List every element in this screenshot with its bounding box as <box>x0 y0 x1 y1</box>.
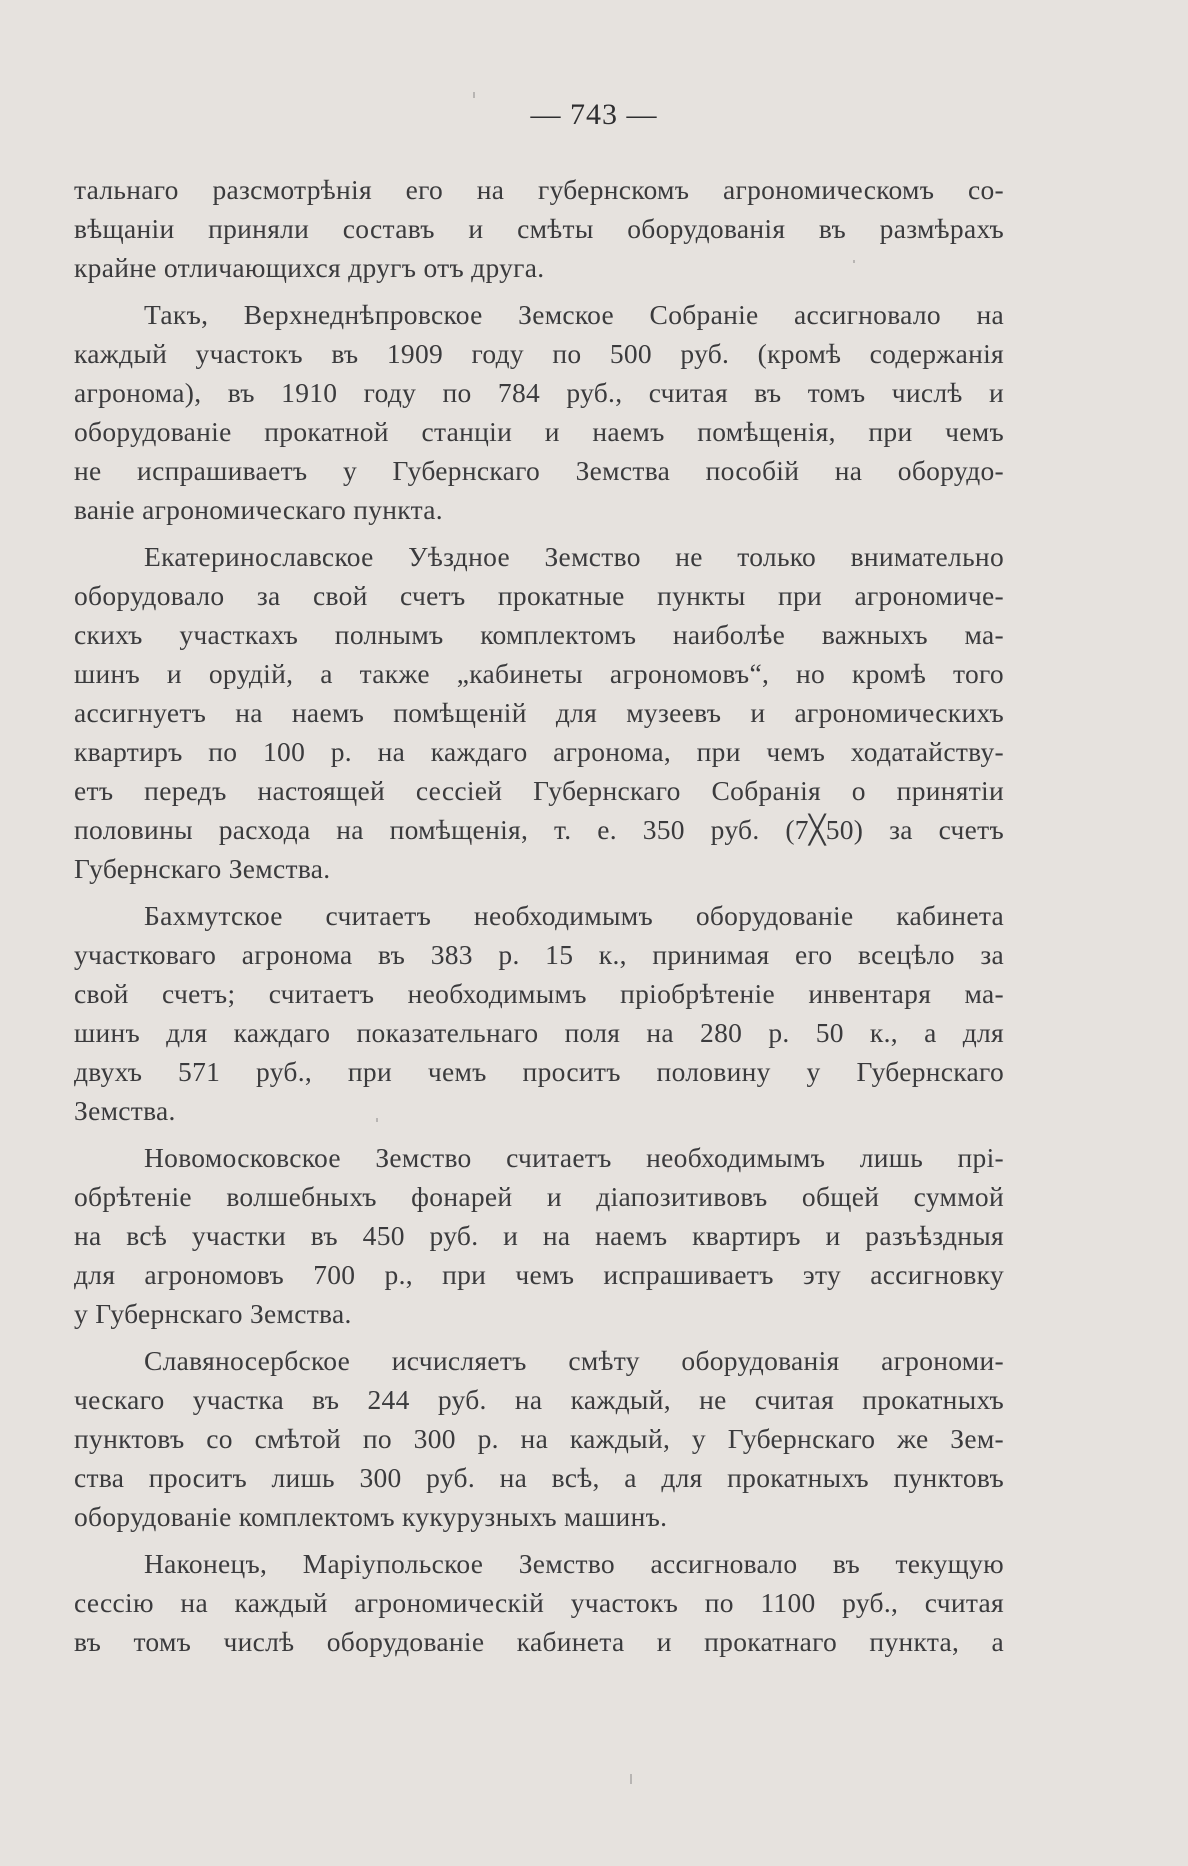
text-line: Бахмутское считаетъ необходимымъ оборудованіе кабинета <box>144 900 1004 931</box>
text-line: для агрономовъ 700 р., при чемъ испрашиваетъ эту ассигновку <box>74 1259 1004 1290</box>
text-line: ческаго участка въ 244 руб. на каждый, не считая прокатныхъ <box>74 1384 1004 1415</box>
text-line: оборудовало за свой счетъ прокатные пункты при агрономиче- <box>74 580 1004 611</box>
text-line: ассигнуетъ на наемъ помѣщеній для музеевъ и агрономическихъ <box>74 697 1004 728</box>
text-line: сессію на каждый агрономическій участокъ по 1100 руб., считая <box>74 1587 1004 1618</box>
paragraph-3 <box>74 537 1004 888</box>
scan-speck <box>630 1774 632 1784</box>
paragraph-7 <box>74 1544 1004 1661</box>
scan-speck <box>853 260 855 263</box>
text-line: участковаго агронома въ 383 р. 15 к., принимая его всецѣло за <box>74 939 1004 970</box>
text-line: у Губернскаго Земства. <box>74 1298 352 1329</box>
paragraph-4 <box>74 896 1004 1130</box>
text-line: Губернскаго Земства. <box>74 853 331 884</box>
text-line: пунктовъ со смѣтой по 300 р. на каждый, у Губернскаго же Зем- <box>74 1423 1004 1454</box>
text-line: ваніе агрономическаго пункта. <box>74 494 443 525</box>
scan-speck <box>376 1118 378 1122</box>
text-line: двухъ 571 руб., при чемъ проситъ половину у Губернскаго <box>74 1056 1004 1087</box>
text-line: Новомосковское Земство считаетъ необходимымъ лишь прі- <box>144 1142 1004 1173</box>
text-line: обрѣтеніе волшебныхъ фонарей и діапозитивовъ общей суммой <box>74 1181 1004 1212</box>
body-text <box>74 170 1004 1669</box>
paragraph-5 <box>74 1138 1004 1333</box>
text-line: Такъ, Верхнеднѣпровское Земское Собраніе ассигновало на <box>144 299 1004 330</box>
text-line: Екатеринославское Уѣздное Земство не только внимательно <box>144 541 1004 572</box>
text-line: Земства. <box>74 1095 176 1126</box>
text-line: свой счетъ; считаетъ необходимымъ пріобрѣтеніе инвентаря ма- <box>74 978 1004 1009</box>
text-line: скихъ участкахъ полнымъ комплектомъ наиболѣе важныхъ ма- <box>74 619 1004 650</box>
text-line: шинъ и орудій, а также „кабинеты агрономовъ“, но кромѣ того <box>74 658 1004 689</box>
paragraph-2 <box>74 295 1004 529</box>
text-line: Славяносербское исчисляетъ смѣту оборудованія агрономи- <box>144 1345 1004 1376</box>
page-number: — 743 — <box>530 98 658 131</box>
text-line: половины расхода на помѣщенія, т. е. 350 руб. (7╳50) за счетъ <box>74 814 1004 845</box>
scan-speck <box>473 92 475 98</box>
text-line: въ томъ числѣ оборудованіе кабинета и прокатнаго пункта, а <box>74 1626 1004 1657</box>
text-line: ства проситъ лишь 300 руб. на всѣ, а для прокатныхъ пунктовъ <box>74 1462 1004 1493</box>
text-line: оборудованіе прокатной станціи и наемъ помѣщенія, при чемъ <box>74 416 1004 447</box>
text-line: каждый участокъ въ 1909 году по 500 руб. (кромѣ содержанія <box>74 338 1004 369</box>
paragraph-6 <box>74 1341 1004 1536</box>
text-line: оборудованіе комплектомъ кукурузныхъ машинъ. <box>74 1501 668 1532</box>
text-line: шинъ для каждаго показательнаго поля на 280 р. 50 к., а для <box>74 1017 1004 1048</box>
text-line: тальнаго разсмотрѣнія его на губернскомъ агрономическомъ со- <box>74 174 1004 205</box>
paragraph-1 <box>74 170 1004 287</box>
text-line: на всѣ участки въ 450 руб. и на наемъ квартиръ и разъѣздныя <box>74 1220 1004 1251</box>
text-line: квартиръ по 100 р. на каждаго агронома, при чемъ ходатайству- <box>74 736 1004 767</box>
text-line: крайне отличающихся другъ отъ друга. <box>74 252 545 283</box>
text-line: Наконецъ, Маріупольское Земство ассигновало въ текущую <box>144 1548 1004 1579</box>
text-line: агронома), въ 1910 году по 784 руб., считая въ томъ числѣ и <box>74 377 1004 408</box>
text-line: етъ передъ настоящей сессіей Губернскаго Собранія о принятіи <box>74 775 1004 806</box>
text-line: не испрашиваетъ у Губернскаго Земства пособій на оборудо- <box>74 455 1004 486</box>
text-line: вѣщаніи приняли составъ и смѣты оборудованія въ размѣрахъ <box>74 213 1004 244</box>
